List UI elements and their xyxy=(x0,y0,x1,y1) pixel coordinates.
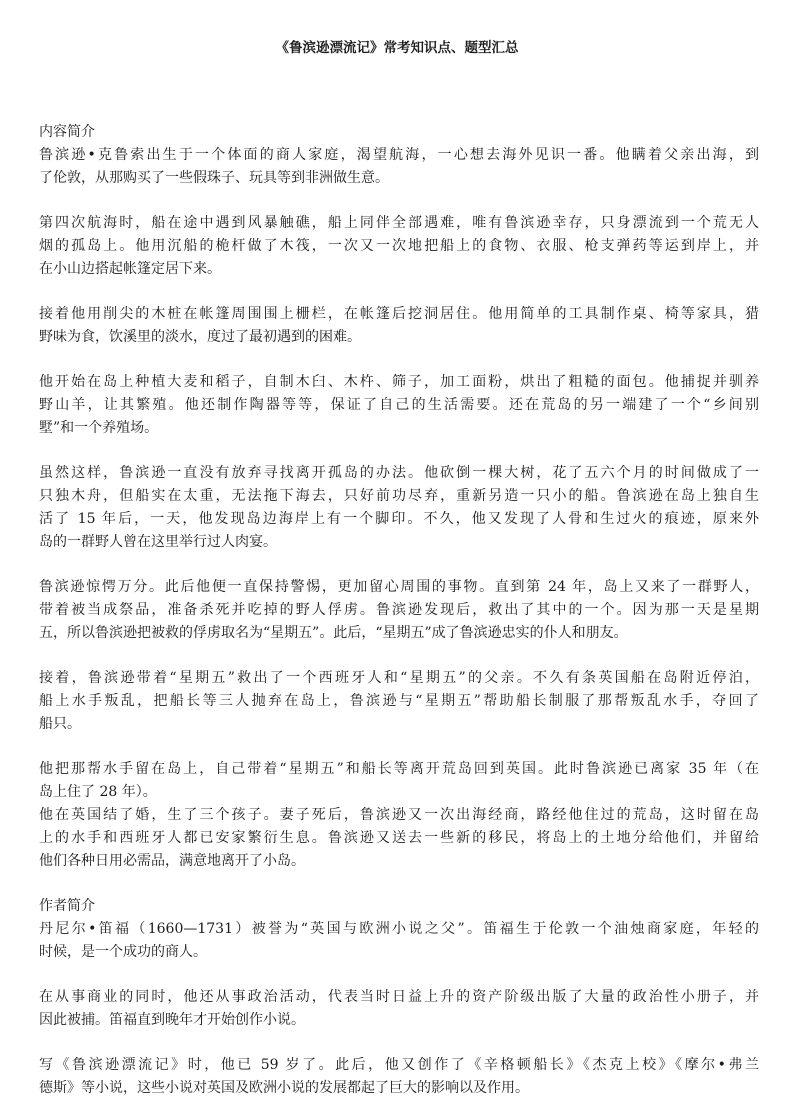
text-line: 在小山边搭起帐篷定居下来。 xyxy=(39,261,221,277)
paragraph xyxy=(39,462,759,554)
text-line: 岛上住了 28 年）。 xyxy=(39,784,157,800)
text-line: 写《鲁滨逊漂流记》时，他已 59 岁了。此后，他又创作了《辛格顿船长》《杰克上校》《摩尔•弗兰 xyxy=(39,1057,759,1073)
text-line: 德斯》等小说，这些小说对英国及欧洲小说的发展都起了巨大的影响以及作用。 xyxy=(39,1080,529,1096)
text-line: 只独木舟，但船实在太重，无法拖下海去，只好前功尽弃，重新另造一只小的船。鲁滨逊在岛上独自生 xyxy=(39,488,759,504)
paragraph xyxy=(39,576,759,645)
text-line: 上的水手和西班牙人都已安家繁衍生息。鲁滨逊又送去一些新的移民，将岛上的土地分给他们，并留给 xyxy=(39,830,759,846)
text-line: 船上水手叛乱，把船长等三人抛弃在岛上，鲁滨逊与“星期五”帮助船长制服了那帮叛乱水手，夺回了 xyxy=(39,693,759,709)
text-line: 他们各种日用必需品，满意地离开了小岛。 xyxy=(39,853,305,869)
text-line: 第四次航海时，船在途中遇到风暴触礁，船上同伴全部遇难，唯有鲁滨逊幸存，只身漂流到一个荒无人 xyxy=(39,215,759,231)
text-line: 岛的一群野人曾在这里举行过人肉宴。 xyxy=(39,534,277,550)
paragraph xyxy=(39,144,759,190)
text-line: 船只。 xyxy=(39,716,81,732)
document-title: 《鲁滨逊漂流记》常考知识点、题型汇总 xyxy=(275,40,519,56)
text-line: 接着他用削尖的木桩在帐篷周围围上栅栏，在帐篷后挖洞居住。他用简单的工具制作桌、椅等家具，猎 xyxy=(39,306,759,322)
text-line: 野味为食，饮溪里的淡水，度过了最初遇到的困难。 xyxy=(39,329,361,345)
text-line: 鲁滨逊惊愕万分。此后他便一直保持警惕，更加留心周围的事物。直到第 24 年，岛上又来了一群野人， xyxy=(39,579,759,595)
paragraph xyxy=(39,918,759,964)
section-heading: 作者简介 xyxy=(39,898,95,914)
text-line: 烟的孤岛上。他用沉船的桅杆做了木筏，一次又一次地把船上的食物、衣服、枪支弹药等运到岸上，并 xyxy=(39,238,759,254)
text-line: 因此被捕。笛福直到晚年才开始创作小说。 xyxy=(39,1012,305,1028)
text-line: 五，所以鲁滨逊把被救的俘虏取名为“星期五”。此后，“星期五”成了鲁滨逊忠实的仆人和朋友。 xyxy=(39,625,628,641)
paragraph xyxy=(39,1054,759,1100)
paragraph xyxy=(39,667,759,736)
text-line: 墅”和一个养殖场。 xyxy=(39,420,159,436)
text-line: 带着被当成祭品，准备杀死并吃掉的野人俘虏。鲁滨逊发现后，救出了其中的一个。因为那一天是星期 xyxy=(39,602,759,618)
paragraph xyxy=(39,212,759,281)
text-line: 时候，是一个成功的商人。 xyxy=(39,944,207,960)
text-line: 他开始在岛上种植大麦和稻子，自制木臼、木杵、筛子，加工面粉，烘出了粗糙的面包。他捕捉并驯养 xyxy=(39,374,759,390)
text-line: 活了 15 年后，一天，他发现岛边海岸上有一个脚印。不久，他又发现了人骨和生过火的痕迹，原来外 xyxy=(39,511,759,527)
text-line: 野山羊，让其繁殖。他还制作陶器等等，保证了自己的生活需要。还在荒岛的另一端建了一个“乡间别 xyxy=(39,397,759,413)
paragraph xyxy=(39,986,759,1032)
text-line: 鲁滨逊•克鲁索出生于一个体面的商人家庭，渴望航海，一心想去海外见识一番。他瞒着父亲出海，到 xyxy=(39,147,759,163)
text-line: 了伦敦，从那购买了一些假珠子、玩具等到非洲做生意。 xyxy=(39,170,389,186)
paragraph xyxy=(39,303,759,349)
document-body xyxy=(39,121,759,1100)
text-line: 接着，鲁滨逊带着“星期五”救出了一个西班牙人和“星期五”的父亲。不久有条英国船在岛附近停泊， xyxy=(39,670,759,686)
paragraph xyxy=(39,758,759,804)
text-line: 丹尼尔•笛福（1660—1731）被誉为“英国与欧洲小说之父”。笛福生于伦敦一个油烛商家庭，年轻的 xyxy=(39,921,759,937)
section-heading: 内容简介 xyxy=(39,124,95,140)
paragraph xyxy=(39,371,759,440)
text-line: 他在英国结了婚，生了三个孩子。妻子死后，鲁滨逊又一次出海经商，路经他住过的荒岛，这时留在岛 xyxy=(39,807,759,823)
text-line: 在从事商业的同时，他还从事政治活动，代表当时日益上升的资产阶级出版了大量的政治性小册子，并 xyxy=(39,989,759,1005)
text-line: 他把那帮水手留在岛上，自己带着“星期五”和船长等离开荒岛回到英国。此时鲁滨逊已离家 35 年（在 xyxy=(39,761,759,777)
paragraph xyxy=(39,804,759,873)
text-line: 虽然这样，鲁滨逊一直没有放弃寻找离开孤岛的办法。他砍倒一棵大树，花了五六个月的时间做成了一 xyxy=(39,465,759,481)
